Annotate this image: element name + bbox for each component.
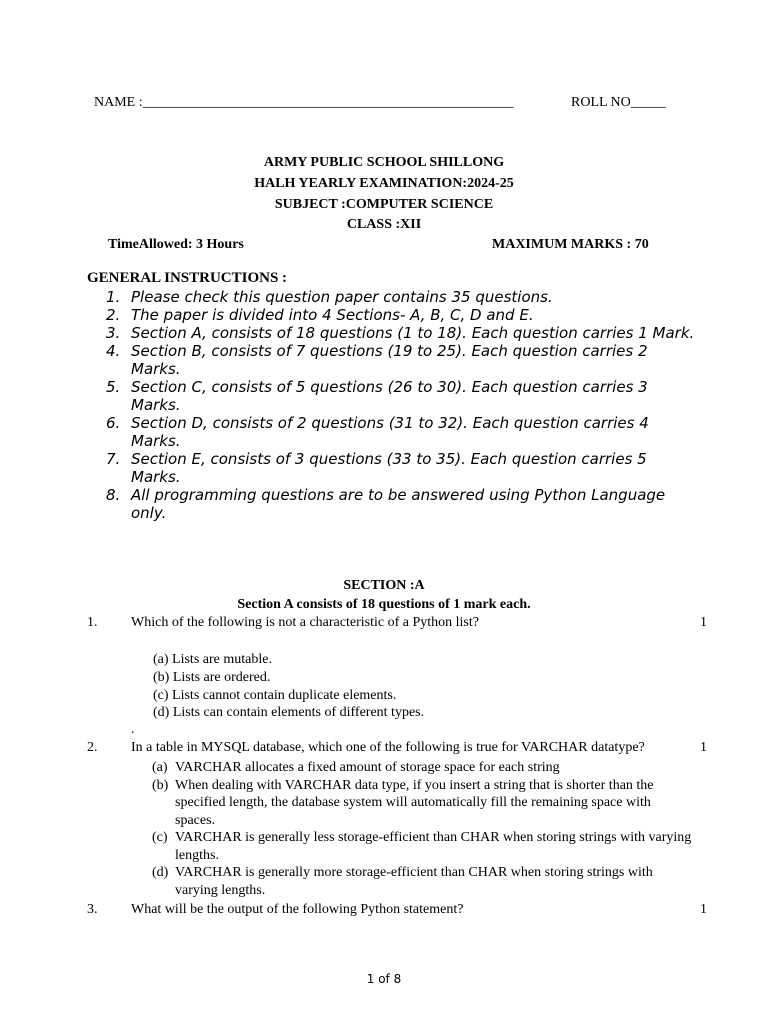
maximum-marks: MAXIMUM MARKS : 70 — [492, 237, 649, 252]
time-allowed: TimeAllowed: 3 Hours — [108, 237, 244, 252]
instructions-list — [106, 288, 696, 522]
section-a-subtitle: Section A consists of 18 questions of 1 mark each. — [237, 597, 531, 612]
question-marks: 1 — [700, 902, 707, 917]
class-title: CLASS :XII — [346, 217, 422, 232]
roll-no-field-label: ROLL NO_____ — [571, 95, 666, 110]
question-options — [152, 759, 692, 899]
question-text: In a table in MYSQL database, which one of the following is true for VARCHAR datatype? — [131, 740, 645, 755]
question-text: Which of the following is not a characteristic of a Python list? — [131, 615, 479, 630]
question-marks: 1 — [700, 740, 707, 755]
exam-title: HALH YEARLY EXAMINATION:2024-25 — [254, 176, 514, 191]
question-options — [153, 651, 424, 722]
question-text: What will be the output of the following Python statement? — [131, 902, 464, 917]
question-marks: 1 — [700, 615, 707, 630]
option-item: (b) When dealing with VARCHAR data type, if you insert a string that is shorter than the specified length, the database system will automatically fill the remaining space with spaces. — [152, 777, 654, 828]
school-name: ARMY PUBLIC SCHOOL SHILLONG — [263, 155, 505, 170]
name-field-label: NAME :_____________________________________________________ — [94, 95, 514, 110]
instruction-item: 7. Section E, consists of 3 questions (33 to 35). Each question carries 5 Marks. — [106, 450, 647, 486]
instruction-item: 3. Section A, consists of 18 questions (1 to 18). Each question carries 1 Mark. — [106, 324, 695, 342]
instruction-item: 8. All programming questions are to be answered using Python Language only. — [106, 486, 666, 522]
option-item: (b) Lists are ordered. — [153, 669, 271, 685]
option-item: (c) Lists cannot contain duplicate elements. — [153, 687, 397, 703]
instruction-item: 2. The paper is divided into 4 Sections- A, B, C, D and E. — [106, 306, 534, 324]
instruction-item: 1. Please check this question paper contains 35 questions. — [106, 288, 553, 306]
general-instructions-heading: GENERAL INSTRUCTIONS : — [87, 270, 288, 286]
option-item: (d) VARCHAR is generally more storage-efficient than CHAR when storing strings with varying lengths. — [152, 865, 653, 898]
instruction-item: 4. Section B, consists of 7 questions (19 to 25). Each question carries 2 Marks. — [106, 342, 648, 378]
question-number: 3. — [87, 902, 98, 917]
page-number: 1 of 8 — [366, 972, 402, 986]
question-number: 1. — [87, 615, 98, 630]
section-a-title: SECTION :A — [343, 578, 425, 593]
option-item: (a) VARCHAR allocates a fixed amount of storage space for each string — [152, 760, 560, 775]
instruction-item: 6. Section D, consists of 2 questions (31 to 32). Each question carries 4 Marks. — [106, 414, 649, 450]
subject-title: SUBJECT :COMPUTER SCIENCE — [274, 197, 494, 212]
instruction-item: 5. Section C, consists of 5 questions (26 to 30). Each question carries 3 Marks. — [106, 378, 648, 414]
option-item: (a) Lists are mutable. — [153, 652, 272, 667]
option-item: (c) VARCHAR is generally less storage-efficient than CHAR when storing strings with varying lengths. — [152, 830, 692, 863]
question-number: 2. — [87, 740, 98, 755]
stray-period: . — [131, 722, 135, 737]
option-item: (d) Lists can contain elements of different types. — [153, 705, 425, 721]
